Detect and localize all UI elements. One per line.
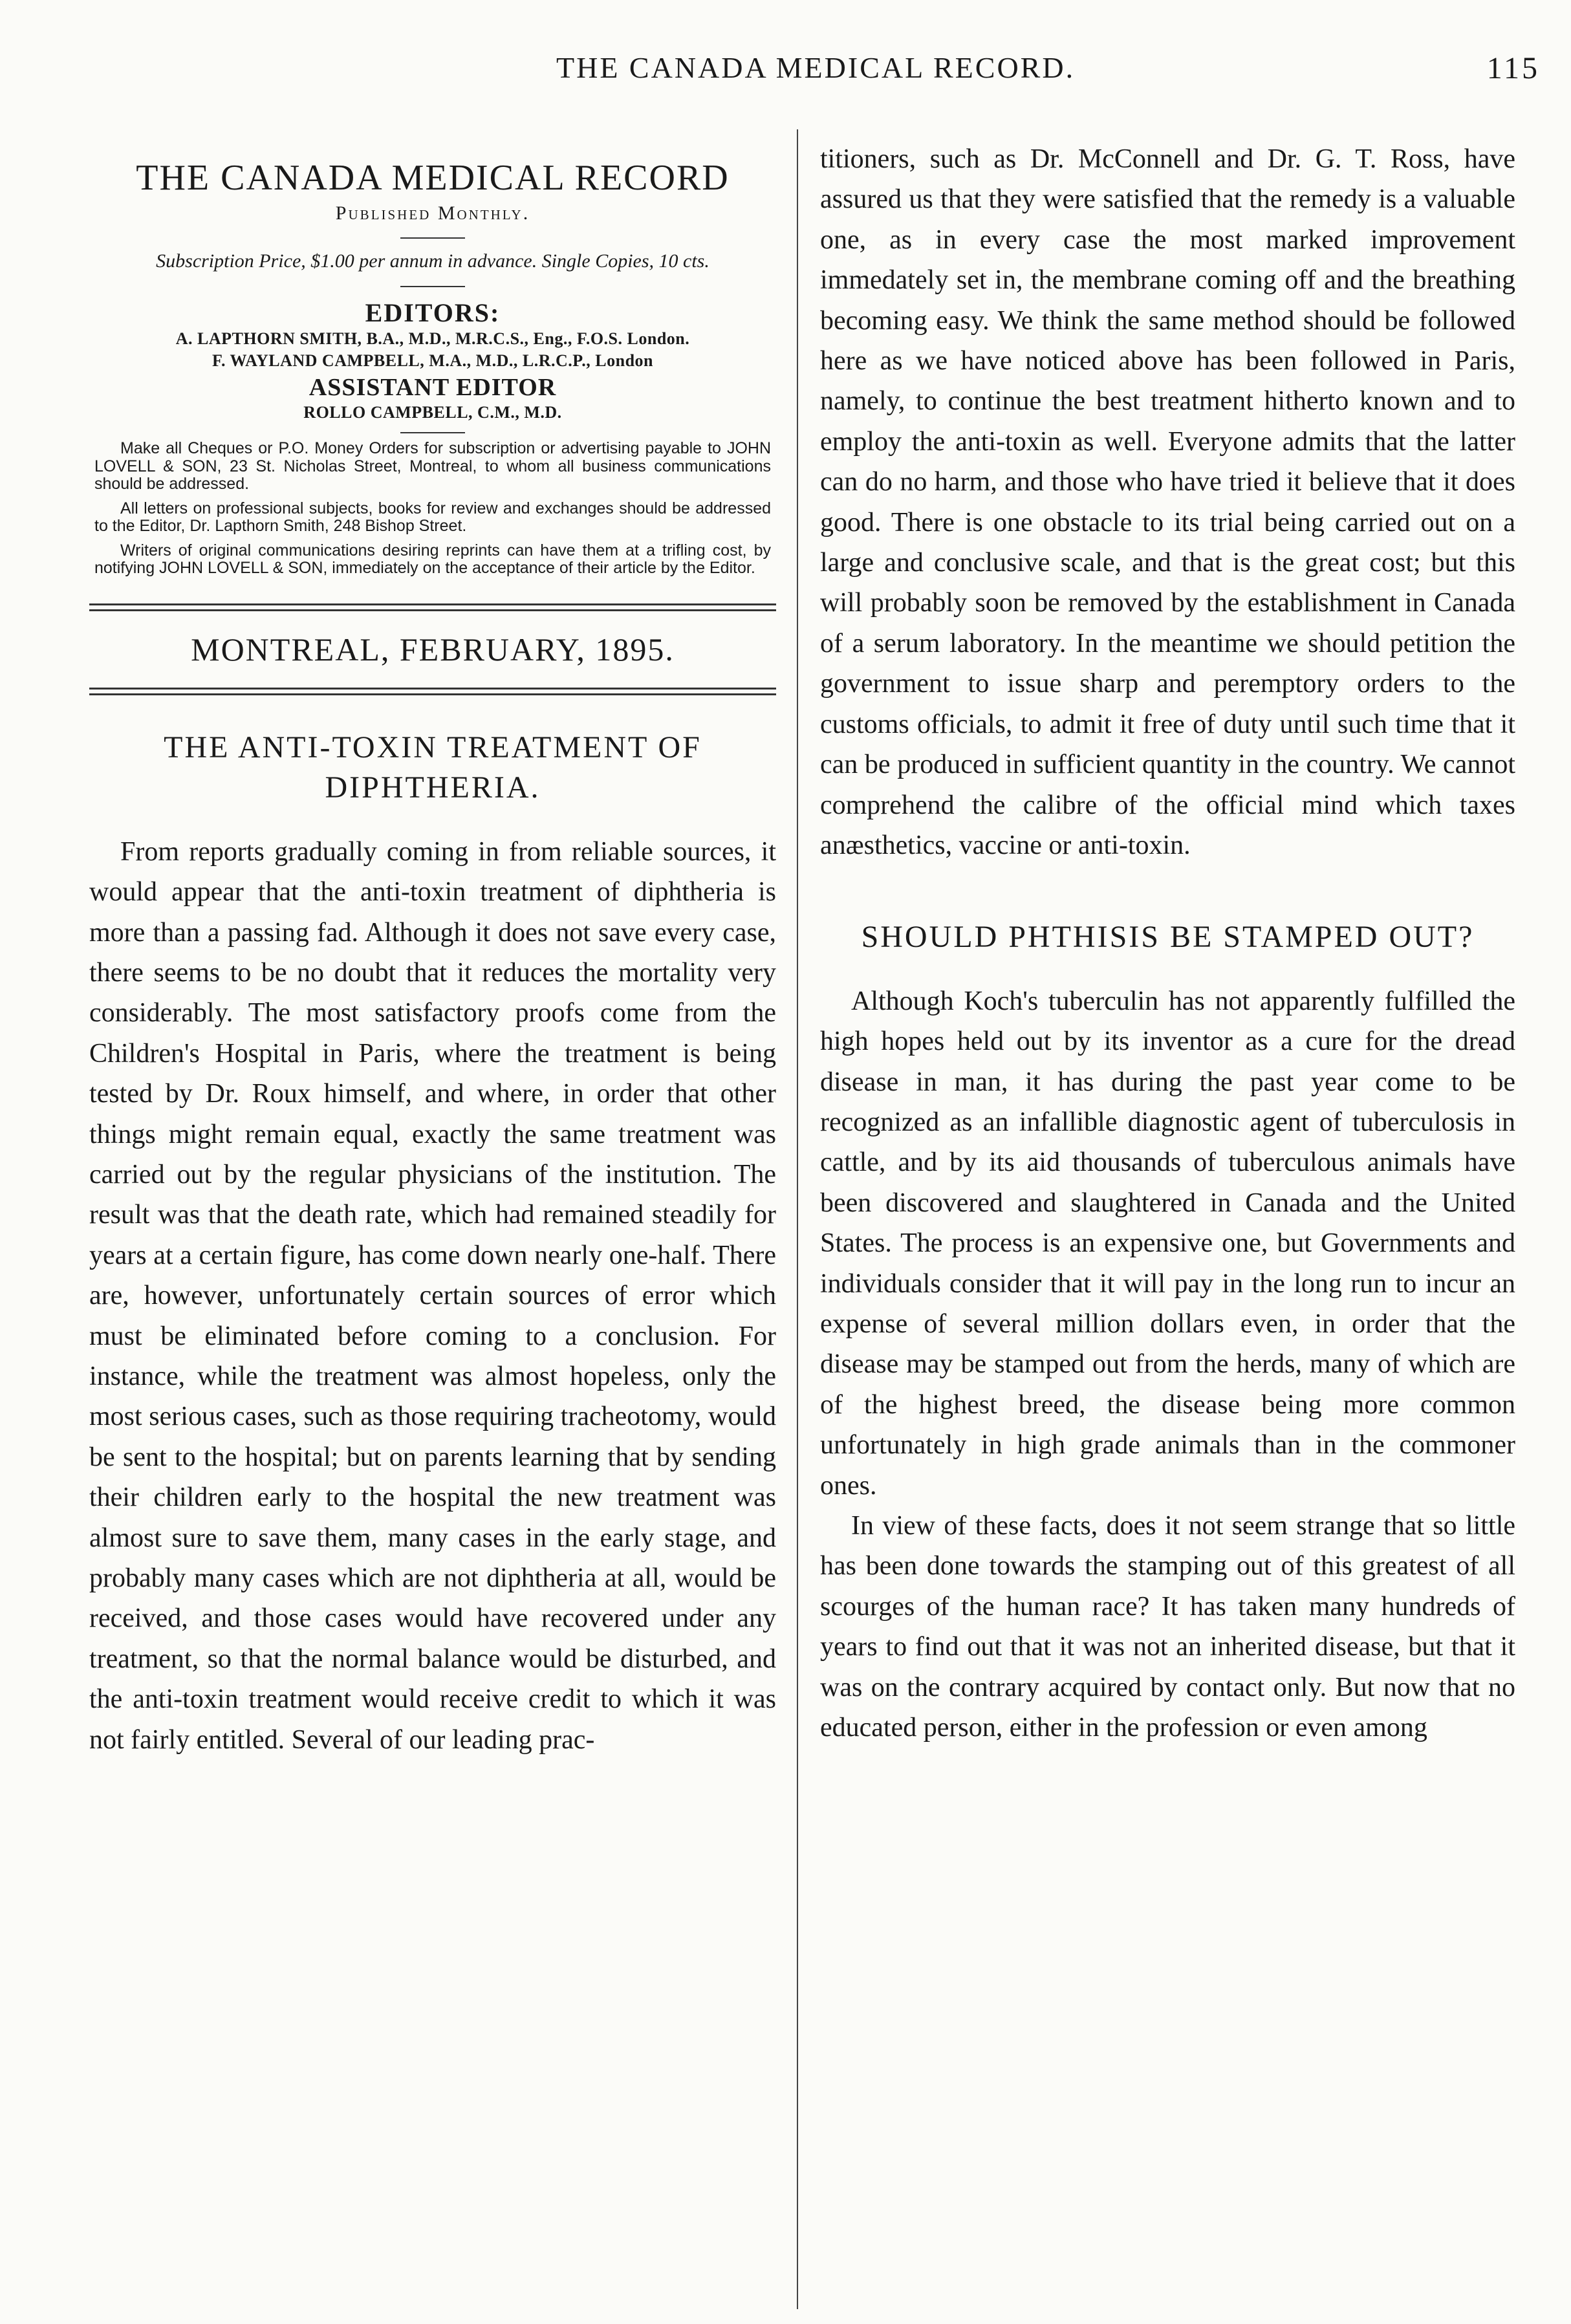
article-2-paragraph: In view of these facts, does it not seem strange that so little has been done towards the stamping out of this greatest of all scourges of the human race? It has taken many hundreds of years to find out that it was not an inherited disease, but that it was on the contrary acquired by contact only. But now that no educated person, either in the profession or even among (820, 1510, 1515, 1743)
page-number: 115 (1486, 51, 1540, 85)
divider (400, 237, 465, 239)
notice-payments: Make all Cheques or P.O. Money Orders for subscription or advertising payable to JOHN LOVELL & SON, 23 St. Nicholas Street, Montreal, to whom all business communications should be addressed. (94, 439, 771, 494)
editors-heading: EDITORS: (365, 298, 501, 328)
left-column (89, 139, 776, 1760)
dateline: MONTREAL, FEBRUARY, 1895. (191, 631, 675, 668)
notice-letters: All letters on professional subjects, books for review and exchanges should be addressed to the Editor, Dr. Lapthorn Smith, 248 Bishop Street. (94, 499, 771, 536)
article-2-title: SHOULD PHTHISIS BE STAMPED OUT? (861, 920, 1475, 955)
double-rule (89, 603, 776, 611)
assistant-editor-name: ROLLO CAMPBELL, C.M., M.D. (303, 402, 562, 422)
notice-reprints: Writers of original communications desiring reprints can have them at a trifling cost, by notifying JOHN LOVELL & SON, immediately on the acceptance of their article by the Editor. (94, 541, 771, 578)
running-title: THE CANADA MEDICAL RECORD. (556, 51, 1076, 84)
assistant-editor-heading: ASSISTANT EDITOR (309, 373, 557, 401)
masthead-title: THE CANADA MEDICAL RECORD (136, 158, 730, 198)
subscription-price: Subscription Price, $1.00 per annum in advance. Single Copies, 10 cts. (156, 250, 710, 272)
article-1-paragraph-continued: titioners, such as Dr. McConnell and Dr. G. T. Ross, have assured us that they were satisfied that the remedy is a valuable one, as in every case the most marked improvement immedately set in, the membrane coming off and the breathing becoming easy. We think the same method should be followed here as we have noticed above has been followed in Paris, namely, to continue the best treatment hitherto known and to employ the anti-toxin as well. Everyone admits that the latter can do no harm, and those who have tried it believe that it does good. There is one obstacle to its trial being carried out on a large and conclusive scale, and that is the great cost; but this will probably soon be removed by the establishment in Canada of a serum laboratory. In the meantime we should petition the government to issue sharp and peremptory orders to the customs officials, to admit it free of duty until such time that it can be produced in sufficient quantity in the country. We cannot comprehend the calibre of the official mind which taxes anæsthetics, vaccine or anti-toxin. (820, 144, 1515, 860)
article-2-paragraph: Although Koch's tuberculin has not apparently fulfilled the high hopes held out by its inventor as a cure for the dread disease in man, it has during the past year come to be recognized as an infallible diagnostic agent of tuberculosis in cattle, and by its aid thousands of tuberculous animals have been discovered and slaughtered in Canada and the United States. The process is an expensive one, but Governments and individuals consider that it will pay in the long run to incur an expense of several million dollars even, in order that the disease may be stamped out from the herds, many of which are of the highest breed, the disease being more common unfortunately in high grade animals than in the commoner ones. (820, 986, 1515, 1501)
running-head (0, 50, 1571, 89)
editor-1: A. LAPTHORN SMITH, B.A., M.D., M.R.C.S., Eng., F.O.S. London. (175, 329, 690, 349)
article-1-title: THE ANTI-TOXIN TREATMENT OF DIPHTHERIA. (164, 730, 702, 805)
divider (400, 432, 465, 433)
masthead-subtitle: Published Monthly. (335, 202, 530, 224)
double-rule (89, 688, 776, 695)
editor-2: F. WAYLAND CAMPBELL, M.A., M.D., L.R.C.P., London (211, 351, 654, 370)
divider (400, 286, 465, 287)
right-column (820, 139, 1515, 1748)
masthead (89, 158, 776, 578)
article-1-paragraph: From reports gradually coming in from reliable sources, it would appear that the anti-toxin treatment of diphtheria is more than a passing fad. Although it does not save every case, there seems to be no doubt that it reduces the mortality very considerably. The most satisfactory proofs come from the Children's Hospital in Paris, where the treatment is being tested by Dr. Roux himself, and where, in order that other things might remain equal, exactly the same treatment was carried out by the regular physicians of the institution. The result was that the death rate, which had remained steadily for years at a certain figure, has come down nearly one-half. There are, however, unfortunately certain sources of error which must be eliminated before coming to a conclusion. For instance, while the treatment was almost hopeless, only the most serious cases, such as those requiring tracheotomy, would be sent to the hospital; but on parents learning that by sending their children early to the hospital the new treatment was almost sure to save them, many cases in the early stage, and probably many cases which are not diphtheria at all, would be received, and those cases would have recovered under any treatment, so that the normal balance would be disturbed, and the anti-toxin treatment would receive credit to which it was not fairly entitled. Several of our leading prac- (89, 836, 776, 1755)
column-divider (797, 129, 798, 2309)
